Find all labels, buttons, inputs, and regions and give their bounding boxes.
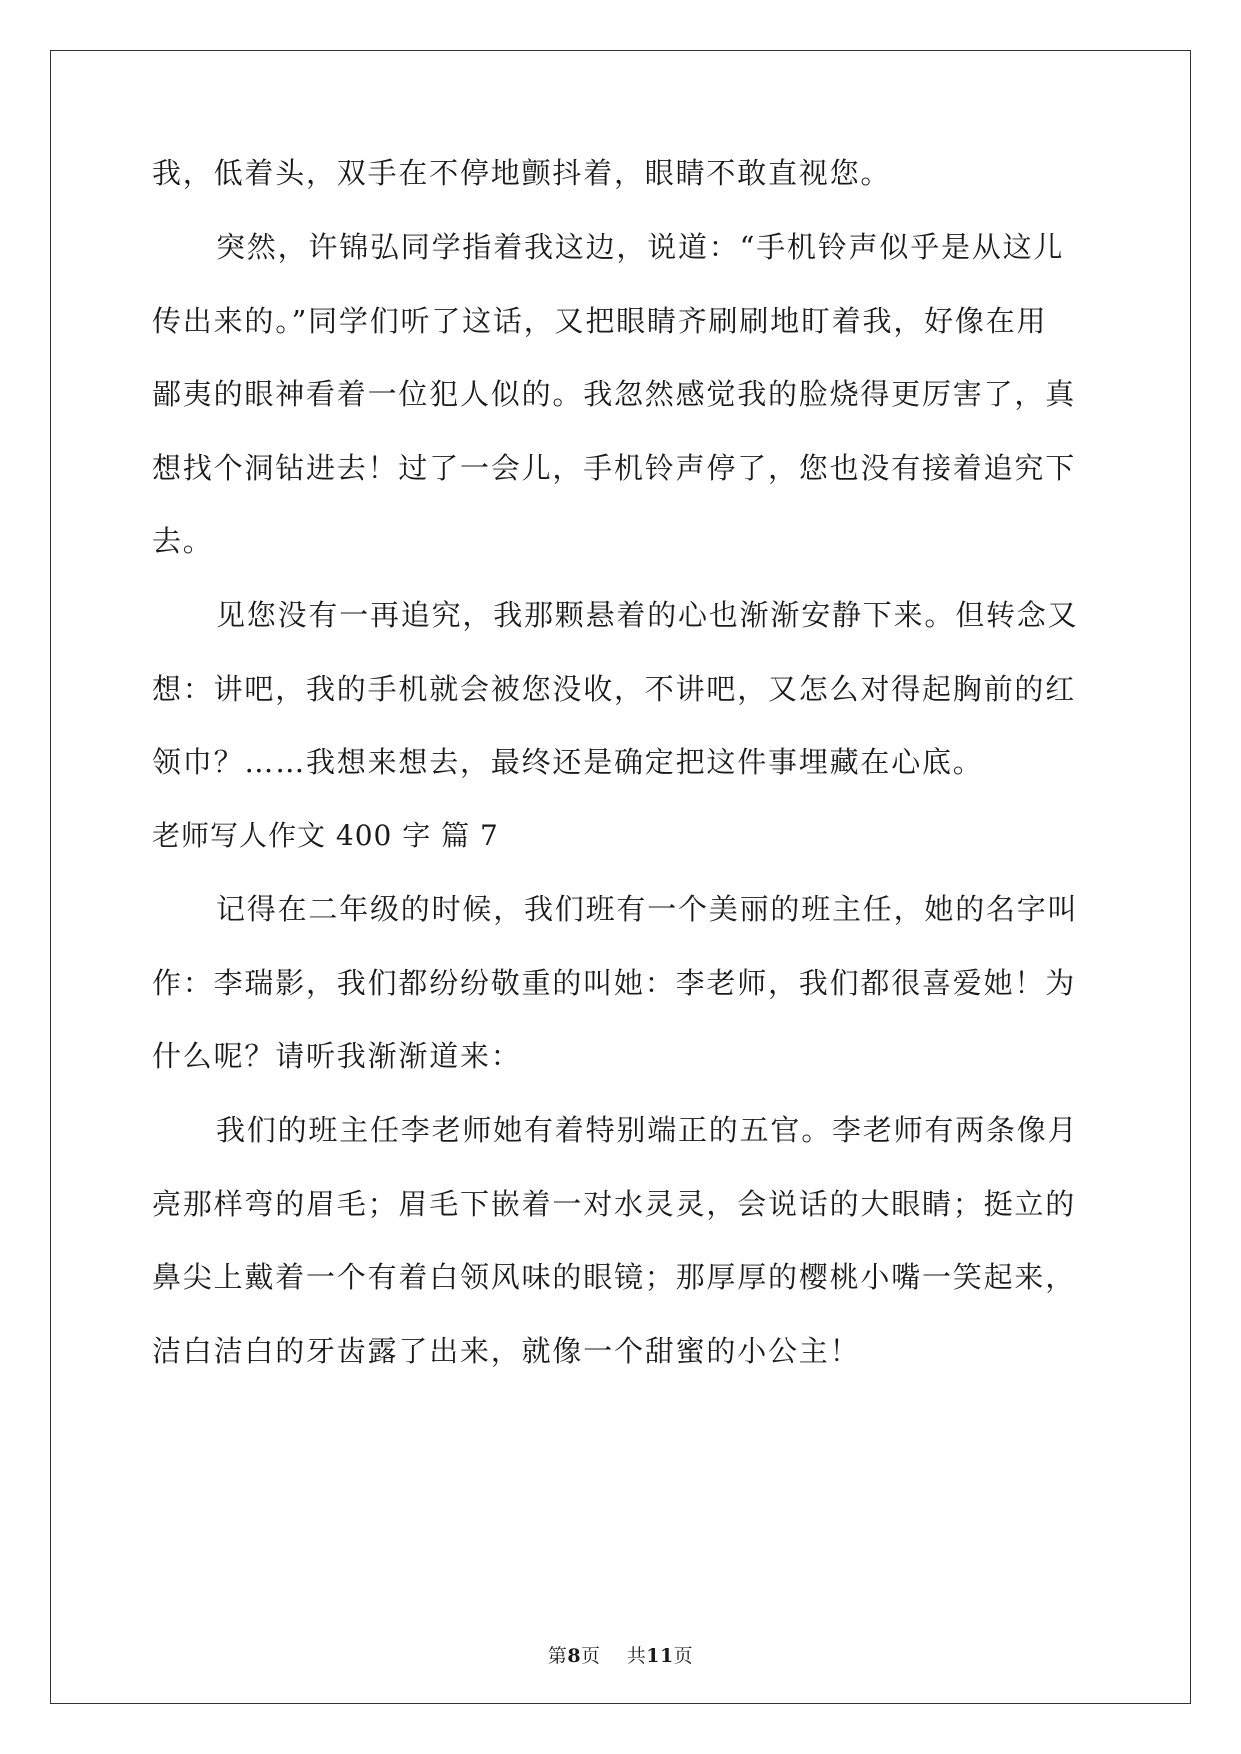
footer-total-pages: 11 [646, 1645, 674, 1667]
paragraph-line: 突然，许锦弘同学指着我这边，说道：“手机铃声似乎是从这儿 [216, 230, 1065, 264]
section-heading: 老师写人作文 400 字 篇 7 [152, 819, 499, 852]
paragraph-line: 洁白洁白的牙齿露了出来，就像一个甜蜜的小公主！ [152, 1334, 861, 1368]
paragraph-line: 见您没有一再追究，我那颗悬着的心也渐渐安静下来。但转念又 [216, 598, 1079, 632]
paragraph-line: 我，低着头，双手在不停地颤抖着，眼睛不敢直视您。 [152, 156, 892, 190]
paragraph-line: 记得在二年级的时候，我们班有一个美丽的班主任，她的名字叫 [216, 892, 1079, 926]
paragraph-line: 去。 [152, 524, 214, 558]
paragraph-line: 想：讲吧，我的手机就会被您没收，不讲吧，又怎么对得起胸前的红 [152, 672, 1077, 706]
paragraph-line: 传出来的。”同学们听了这话，又把眼睛齐刷刷地盯着我，好像在用 [152, 304, 1048, 338]
paragraph-line: 想找个洞钻进去！过了一会儿，手机铃声停了，您也没有接着追究下 [152, 451, 1077, 485]
page-border [50, 50, 1191, 1704]
footer-middle: 页 共 [581, 1645, 647, 1667]
footer-prefix: 第 [547, 1645, 568, 1667]
paragraph-line: 什么呢？请听我渐渐道来： [152, 1039, 522, 1073]
paragraph-line: 鄙夷的眼神看着一位犯人似的。我忽然感觉我的脸烧得更厉害了，真 [152, 377, 1077, 411]
page-footer [0, 1641, 1241, 1668]
footer-page-number: 8 [567, 1645, 582, 1667]
paragraph-line: 亮那样弯的眉毛；眉毛下嵌着一对水灵灵，会说话的大眼睛；挺立的 [152, 1187, 1077, 1221]
footer-suffix: 页 [673, 1645, 694, 1667]
paragraph-line: 我们的班主任李老师她有着特别端正的五官。李老师有两条像月 [216, 1113, 1079, 1147]
paragraph-line: 鼻尖上戴着一个有着白领风味的眼镜；那厚厚的樱桃小嘴一笑起来， [152, 1260, 1077, 1294]
paragraph-line: 领巾？……我想来想去，最终还是确定把这件事埋藏在心底。 [152, 745, 984, 779]
paragraph-line: 作：李瑞影，我们都纷纷敬重的叫她：李老师，我们都很喜爱她！为 [152, 966, 1077, 1000]
